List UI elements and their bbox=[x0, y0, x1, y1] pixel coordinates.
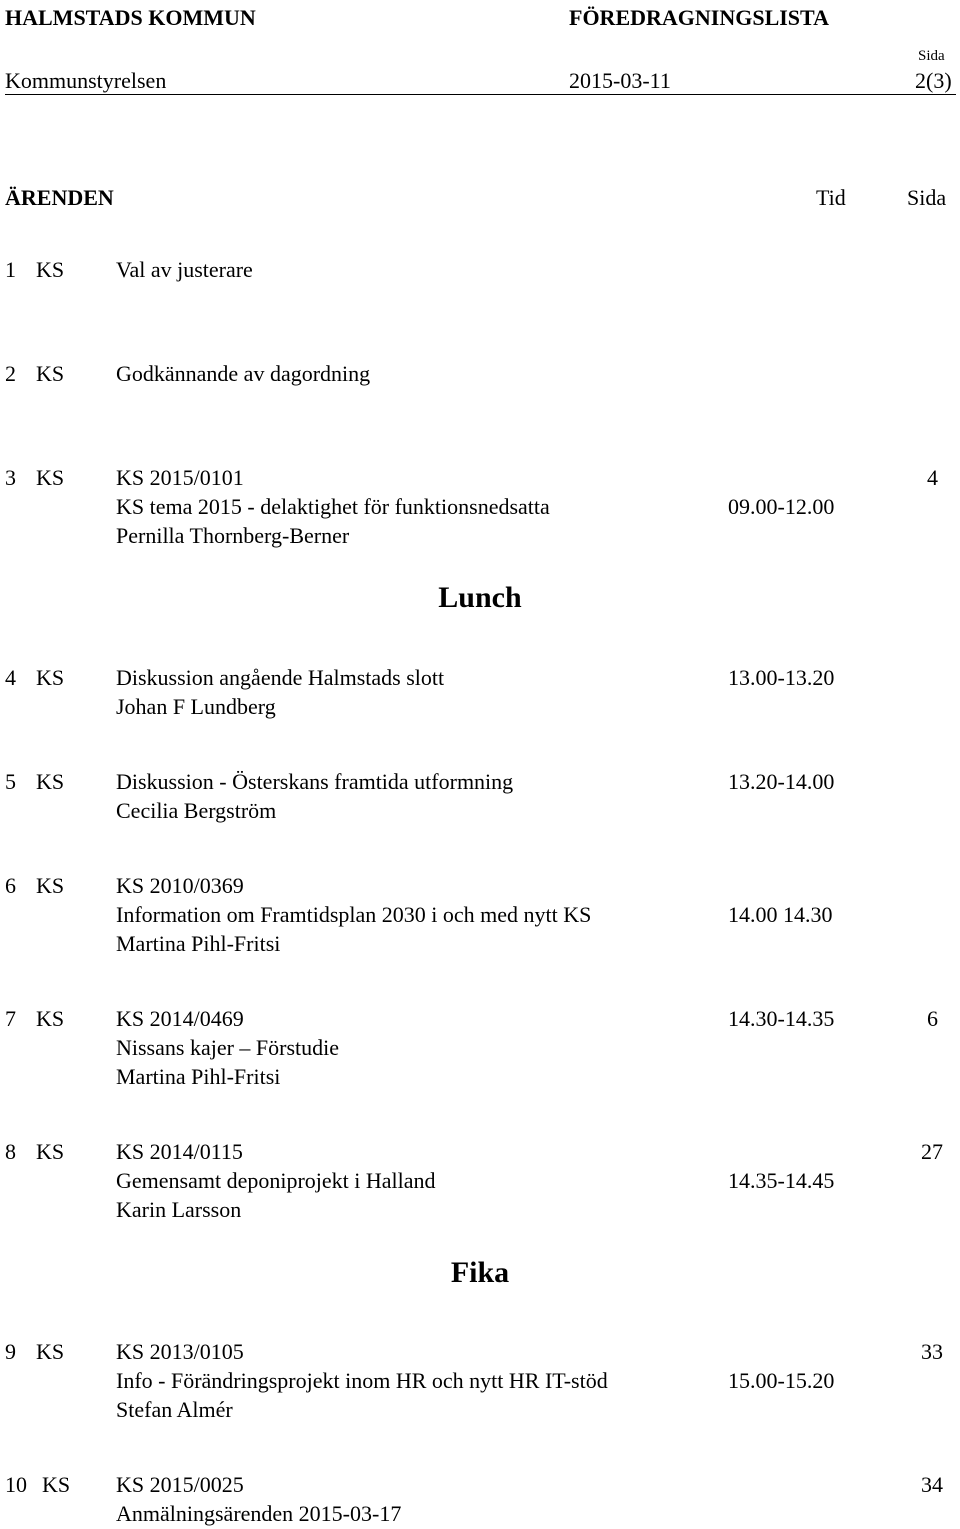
item-title: Diskussion - Österskans framtida utformning bbox=[116, 769, 514, 794]
item-time: 14.35-14.45 bbox=[728, 1168, 835, 1193]
item-number: 7 bbox=[5, 1006, 16, 1031]
item-number: 3 bbox=[5, 465, 16, 490]
item-time: 15.00-15.20 bbox=[728, 1368, 835, 1393]
item-org: KS bbox=[36, 665, 65, 690]
item-org: KS bbox=[36, 1006, 65, 1031]
matters-heading: ÄRENDEN bbox=[5, 185, 114, 210]
item-number: 2 bbox=[5, 361, 16, 386]
item-page: 33 bbox=[921, 1339, 943, 1364]
document-type: FÖREDRAGNINGSLISTA bbox=[569, 5, 829, 30]
page-number: 2(3) bbox=[915, 68, 952, 93]
item-case-number: KS 2010/0369 bbox=[116, 873, 244, 898]
item-org: KS bbox=[36, 1339, 65, 1364]
item-case-number: KS 2014/0115 bbox=[116, 1139, 243, 1164]
item-title: Info - Förändringsprojekt inom HR och nytt HR IT-stöd bbox=[116, 1368, 608, 1393]
item-number: 6 bbox=[5, 873, 16, 898]
item-case-number: KS 2013/0105 bbox=[116, 1339, 244, 1364]
item-page: 6 bbox=[927, 1006, 938, 1031]
item-time: 14.00 14.30 bbox=[728, 902, 833, 927]
item-title: Anmälningsärenden 2015-03-17 bbox=[116, 1501, 402, 1526]
item-presenter: Karin Larsson bbox=[116, 1197, 242, 1222]
item-number: 5 bbox=[5, 769, 16, 794]
meeting-date: 2015-03-11 bbox=[569, 68, 671, 93]
item-case-number: KS 2015/0025 bbox=[116, 1472, 244, 1497]
item-presenter: Martina Pihl-Fritsi bbox=[116, 1064, 281, 1089]
item-title: Information om Framtidsplan 2030 i och med nytt KS bbox=[116, 902, 592, 927]
item-presenter: Stefan Almér bbox=[116, 1397, 233, 1422]
item-org: KS bbox=[36, 873, 65, 898]
item-presenter: Martina Pihl-Fritsi bbox=[116, 931, 281, 956]
item-presenter: Cecilia Bergström bbox=[116, 798, 277, 823]
fika-break: Fika bbox=[450, 1256, 510, 1289]
item-title: Godkännande av dagordning bbox=[116, 361, 371, 386]
item-page: 34 bbox=[921, 1472, 943, 1497]
item-time: 13.20-14.00 bbox=[728, 769, 835, 794]
item-time: 13.00-13.20 bbox=[728, 665, 835, 690]
item-org: KS bbox=[42, 1472, 71, 1497]
item-title: Nissans kajer – Förstudie bbox=[116, 1035, 340, 1060]
item-number: 1 bbox=[5, 257, 16, 282]
page-label: Sida bbox=[918, 48, 945, 64]
item-presenter: Johan F Lundberg bbox=[116, 694, 276, 719]
item-presenter: Pernilla Thornberg-Berner bbox=[116, 523, 350, 548]
item-number: 9 bbox=[5, 1339, 16, 1364]
item-org: KS bbox=[36, 769, 65, 794]
item-title: Diskussion angående Halmstads slott bbox=[116, 665, 445, 690]
item-org: KS bbox=[36, 257, 65, 282]
item-org: KS bbox=[36, 1139, 65, 1164]
item-org: KS bbox=[36, 465, 65, 490]
item-title: KS tema 2015 - delaktighet för funktionsnedsatta bbox=[116, 494, 550, 519]
item-time: 09.00-12.00 bbox=[728, 494, 835, 519]
header-divider bbox=[5, 94, 956, 95]
item-title: Val av justerare bbox=[116, 257, 253, 282]
item-time: 14.30-14.35 bbox=[728, 1006, 835, 1031]
item-org: KS bbox=[36, 361, 65, 386]
lunch-break: Lunch bbox=[438, 581, 522, 614]
item-number: 10 bbox=[5, 1472, 27, 1497]
item-title: Gemensamt deponiprojekt i Halland bbox=[116, 1168, 436, 1193]
committee-name: Kommunstyrelsen bbox=[5, 68, 167, 93]
item-page: 4 bbox=[927, 465, 938, 490]
organization-name: HALMSTADS KOMMUN bbox=[5, 5, 256, 30]
time-column-heading: Tid bbox=[816, 185, 846, 210]
item-case-number: KS 2015/0101 bbox=[116, 465, 244, 490]
page-column-heading: Sida bbox=[907, 185, 947, 210]
item-number: 4 bbox=[5, 665, 16, 690]
item-page: 27 bbox=[921, 1139, 943, 1164]
item-case-number: KS 2014/0469 bbox=[116, 1006, 244, 1031]
item-number: 8 bbox=[5, 1139, 16, 1164]
